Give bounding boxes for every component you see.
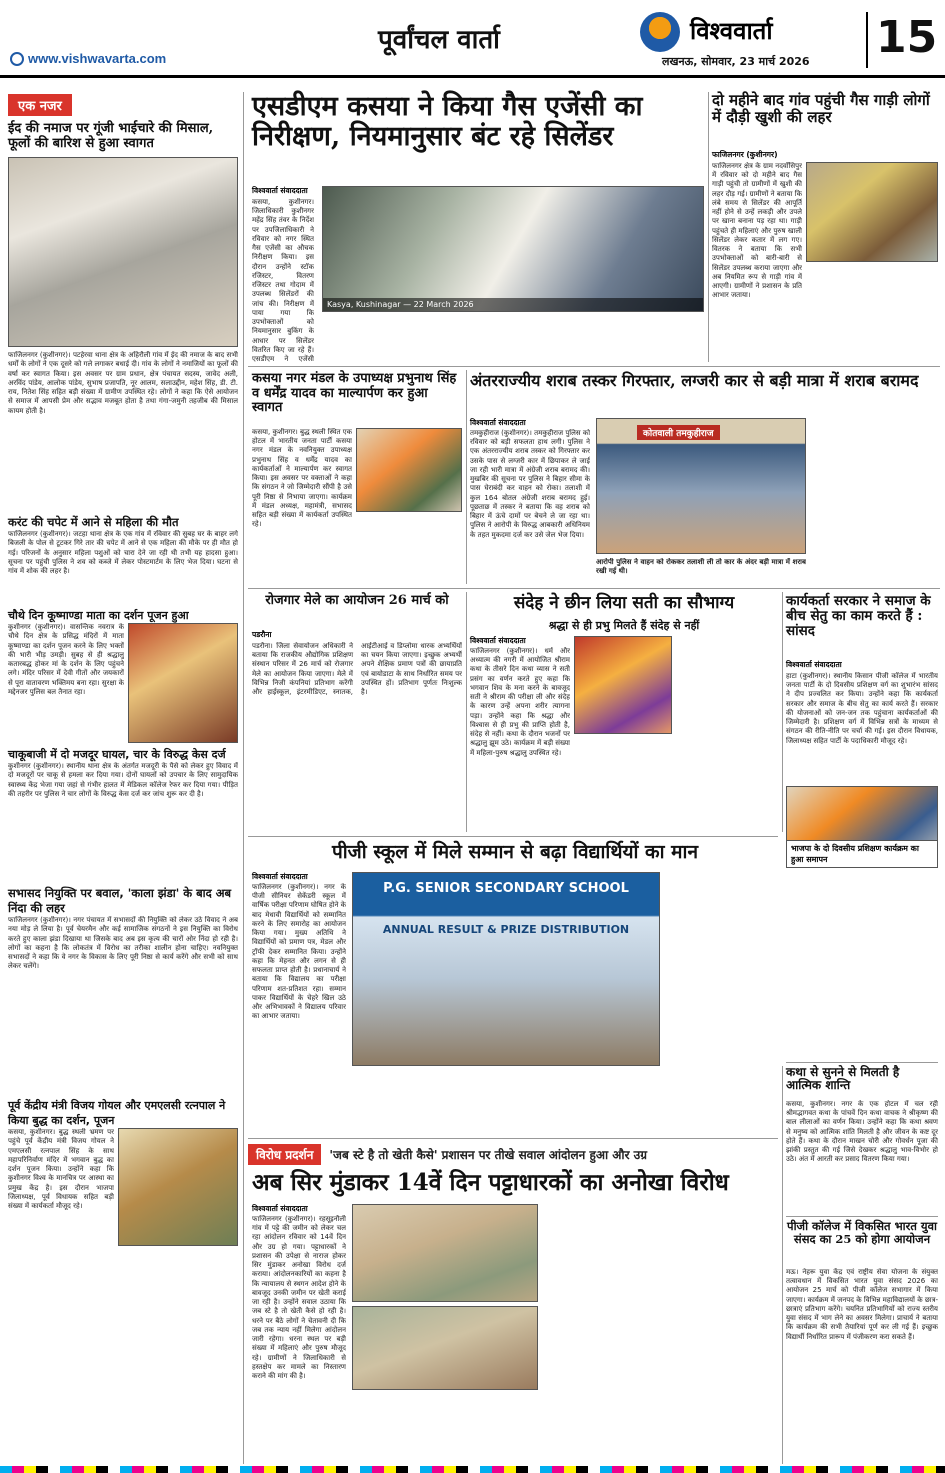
column-rule (782, 592, 783, 832)
sansad-body: हाटा (कुशीनगर)। स्थानीय किसान पीजी कॉलेज में भारतीय जनता पार्टी के दो दिवसीय प्रशिक्षण वर्ग का शुभारंभ सांसद ने दीप प्रज्वलित कर किया। उन्होंने कहा कि कार्यकर्ता सरकार और समाज के बीच सेतु का कार्य करते हैं। सरकार की योजनाओं को जन-जन तक पहुंचाना कार्यकर्ताओं की जिम्मेदारी है। प्रशिक्षण वर्ग में विभिन्न सत्रों के माध्यम से संगठन की रीति-नीति पर चर्चा की गई। इस दौरान विधायक, जिलाध्यक्ष सहित पार्टी के पदाधिकारी मौजूद रहे। (786, 672, 938, 745)
gas-truck-photo (806, 162, 938, 262)
katha-headline: कथा से सुनने से मिलती है आत्मिक शान्ति (786, 1065, 900, 1093)
sati-headline: संदेह ने छीन लिया सती का सौभाग्य (513, 593, 735, 613)
rojgar-headline: रोजगार मेले का आयोजन 26 मार्च को (265, 593, 449, 608)
brief-body-3: कुशीनगर (कुशीनगर)। स्थानीय थाना क्षेत्र के अंतर्गत मजदूरी के पैसे को लेकर हुए विवाद में दो मजदूरों पर चाकू से हमला कर दिया गया। दोनों घायलों को उपचार के लिए सामुदायिक स्वास्थ्य केंद्र भेजा गया जहां से गंभीर हालत में मेडिकल कॉलेज रेफर कर दिया गया। पीड़ित की तहरीर पर पुलिस ने चार लोगों के विरुद्ध केस दर्ज कर जांच शुरू कर दी है। (8, 762, 238, 798)
gas-body: फाजिलनगर क्षेत्र के ग्राम नदवाँसिपुर में रविवार को दो महीने बाद गैस गाड़ी पहुंची तो ग्रामीणों में खुशी की लहर दौड़ गई। ग्रामीणों ने बताया कि लंबे समय से सिलेंडर की आपूर्ति नहीं होने से उन्हें लकड़ी और उपले पर खाना बनाना पड़ रहा था। गाड़ी पहुंचते ही महिलाएं और पुरुष खाली सिलेंडर लेकर कतार में लग गए। वितरक ने बताया कि सभी उपभोक्ताओं को बारी-बारी से सिलेंडर उपलब्ध कराया जाएगा और अब नियमित रूप से गाड़ी गांव में आएगी। ग्रामीणों ने प्रशासन के प्रति आभार जताया। (712, 162, 802, 300)
protest-kicker: विरोध प्रदर्शन (248, 1144, 321, 1165)
school-headline: पीजी स्कूल में मिले सम्मान से बढ़ा विद्यार्थियों का मान (331, 841, 699, 863)
liquor-body-cont (812, 418, 938, 584)
lead-photo (322, 186, 704, 312)
brief-title-2: चौथे दिन कूष्माण्डा माता का दर्शन पूजन हुआ (8, 609, 189, 623)
sansad-headline: कार्यकर्ता सरकार ने समाज के बीच सेतु का काम करते हैं : सांसद (786, 593, 931, 640)
column-rule (708, 92, 709, 362)
liquor-story (470, 418, 938, 584)
section-title: पूर्वांचल वार्ता (378, 25, 500, 55)
lead-brief-title: ईद की नमाज पर गूंजी भाईचारे की मिसाल, फूलों की बारिश से हुआ स्वागत (8, 121, 214, 151)
ek-nazar-column (8, 94, 238, 1464)
sati-body: फाजिलनगर (कुशीनगर)। धर्म और अध्यात्म की नगरी में आयोजित श्रीराम कथा के तीसरे दिन कथा व्यास ने सती प्रसंग का वर्णन करते हुए कहा कि भगवान शिव के मना करने के बावजूद सती ने श्रीराम की परीक्षा ली और संदेह के कारण उन्हें अपना शरीर त्यागना पड़ा। उन्होंने कहा कि श्रद्धा और विश्वास से ही प्रभु की प्राप्ति होती है, संदेह से नहीं। कथा के दौरान भजनों पर श्रद्धालु झूम उठे। कार्यक्रम में बड़ी संख्या में महिला-पुरुष श्रद्धालु उपस्थित रहे। (470, 647, 570, 757)
school-byline: विश्ववार्ता संवाददाता (252, 872, 308, 881)
sansad-body-cont (786, 872, 938, 1062)
sansad-photo (786, 786, 938, 868)
brief-title-3: चाकूबाजी में दो मजदूर घायल, चार के विरुद्ध केस दर्ज (8, 748, 226, 762)
protest-headline: अब सिर मुंडाकर 14वें दिन पट्टाधारकों का अनोखा विरोध (252, 1169, 729, 1196)
protest-photo-1 (352, 1204, 538, 1302)
eid-photo (8, 157, 238, 347)
college-story (786, 1268, 938, 1464)
sansad-photo-caption: भाजपा के दो दिवसीय प्रशिक्षण कार्यक्रम का हुआ समापन (787, 840, 937, 867)
protest-byline: विश्ववार्ता संवाददाता (252, 1204, 308, 1213)
sansad-byline: विश्ववार्ता संवाददाता (786, 660, 842, 669)
school-body-cont (352, 1070, 660, 1134)
protest-photo-2 (352, 1306, 538, 1390)
section-rule (248, 588, 940, 589)
dateline: लखनऊ, सोमवार, 23 मार्च 2026 (662, 55, 810, 68)
brief-body-4: फाजिलनगर (कुशीनगर)। नगर पंचायत में सभासदों की नियुक्ति को लेकर उठे विवाद ने अब नया मोड़ ले लिया है। पूर्व चेयरमैन और कई सामाजिक संगठनों ने इस नियुक्ति का विरोध करते हुए काला झंडा दिखाया था जिसके बाद अब इस कृत्य की चारों ओर निंदा हो रही है। लोगों का कहना है कि लोकतंत्र में विरोध का तरीका शालीन होना चाहिए। नवनियुक्त सभासदों ने कहा कि वे नगर के विकास के लिए पूरी निष्ठा से कार्य करेंगे और सभी को साथ लेकर चलेंगे। (8, 916, 238, 971)
school-body: फाजिलनगर (कुशीनगर)। नगर के पीजी सीनियर सेकेंडरी स्कूल में वार्षिक परीक्षा परिणाम घोषित होने के बाद मेधावी विद्यार्थियों को सम्मानित करने के लिए समारोह का आयोजन किया गया। मुख्य अतिथि ने विद्यार्थियों को प्रमाण पत्र, मेडल और ट्रॉफी देकर सम्मानित किया। उन्होंने कहा कि मेहनत और लगन से ही सफलता प्राप्त होती है। प्रधानाचार्य ने बताया कि विद्यालय का परीक्षा परिणाम शत-प्रतिशत रहा। सम्मान पाकर विद्यार्थियों के चेहरे खिल उठे और अभिभावकों ने विद्यालय परिवार का आभार जताया। (252, 883, 346, 1021)
section-rule (248, 1138, 778, 1139)
brand-logo-icon (640, 12, 680, 52)
mandal-headline: कसया नगर मंडल के उपाध्यक्ष प्रभुनाथ सिंह व धर्मेंद्र यादव का माल्यार्पण कर हुआ स्वागत (252, 371, 457, 416)
section-rule (248, 836, 778, 837)
college-headline: पीजी कॉलेज में विकसित भारत युवा संसद का 25 को होगा आयोजन (787, 1219, 937, 1246)
sati-body-cont (676, 636, 778, 832)
lead-headline: एसडीएम कसया ने किया गैस एजेंसी का निरीक्षण, नियमानुसार बंट रहे सिलेंडर (252, 91, 643, 153)
brand-name: विश्ववार्ता (690, 16, 773, 45)
rojgar-body: पडरौना। जिला सेवायोजन अधिकारी ने बताया कि राजकीय औद्योगिक प्रशिक्षण संस्थान परिसर में 26 मार्च को रोजगार मेले का आयोजन किया जाएगा। मेले में विभिन्न निजी कंपनियां प्रतिभाग करेंगी और हाईस्कूल, इंटरमीडिएट, स्नातक, आईटीआई व डिप्लोमा धारक अभ्यर्थियों का चयन किया जाएगा। इच्छुक अभ्यर्थी अपने शैक्षिक प्रमाण पत्रों की छायाप्रति एवं बायोडाटा के साथ निर्धारित समय पर उपस्थित हों। प्रतिभाग पूर्णतः निःशुल्क है। (252, 642, 462, 697)
section-rule (786, 1216, 938, 1217)
buddha-visit-photo (118, 1128, 238, 1246)
gas-byline: फाजिलनगर (कुशीनगर) (712, 150, 778, 159)
brief-title-1: करंट की चपेट में आने से महिला की मौत (8, 515, 179, 530)
temple-photo (128, 623, 238, 743)
column-rule (466, 370, 467, 584)
column-rule (782, 1066, 783, 1464)
brief-body-1: फाजिलनगर (कुशीनगर)। जटहा थाना क्षेत्र के एक गांव में रविवार की सुबह घर के बाहर लगे बिजली के पोल से टूटकर गिरे तार की चपेट में आने से एक महिला की मौके पर ही मौत हो गई। परिजनों के अनुसार महिला पशुओं को चारा देने जा रही थी तभी यह हादसा हुआ। सूचना पर पहुंची पुलिस ने शव को कब्जे में लेकर पोस्टमार्टम के लिए भेज दिया। घटना से गांव में शोक की लहर है। (8, 530, 238, 576)
protest-kicker-bar (248, 1142, 778, 1166)
section-rule (248, 366, 940, 367)
liquor-body: तमकुहीराज (कुशीनगर)। तमकुहीराज पुलिस को रविवार को बड़ी सफलता हाथ लगी। पुलिस ने एक अंतरराज्यीय शराब तस्कर को गिरफ्तार कर उसके पास से लग्जरी कार में छिपाकर ले जाई जा रही भारी मात्रा में अंग्रेजी शराब बरामद की। मुखबिर की सूचना पर पुलिस ने बिहार सीमा के पास घेराबंदी कर वाहन को रोका। तलाशी में कुल 164 बोतल अंग्रेजी शराब बरामद हुई। पूछताछ में तस्कर ने बताया कि वह शराब को बिहार में ऊंचे दामों पर बेचने ले जा रहा था। पुलिस ने आरोपी के विरुद्ध आबकारी अधिनियम के तहत मुकदमा दर्ज कर उसे जेल भेज दिया। (470, 429, 590, 539)
sati-photo (574, 636, 672, 734)
katha-body: कसया, कुशीनगर। नगर के एक होटल में चल रही श्रीमद्भागवत कथा के पांचवें दिन कथा वाचक ने श्रीकृष्ण की बाल लीलाओं का वर्णन किया। उन्होंने कहा कि कथा श्रवण से मनुष्य को आत्मिक शांति मिलती है और जीवन के कष्ट दूर होते हैं। कथा के दौरान माखन चोरी और गोवर्धन पूजा की झांकी प्रस्तुत की गई जिसे देखकर श्रद्धालु भाव-विभोर हो उठे। अंत में आरती कर प्रसाद वितरण किया गया। (786, 1100, 938, 1164)
lead-story (252, 186, 704, 362)
masthead (0, 0, 945, 78)
liquor-headline: अंतरराज्यीय शराब तस्कर गिरफ्तार, लग्जरी कार से बड़ी मात्रा में शराब बरामद (470, 371, 919, 390)
lead-brief-body: फाजिलनगर (कुशीनगर)। पटहेरवा थाना क्षेत्र के अहिरौली गांव में ईद की नमाज के बाद सभी धर्मों के लोगों ने एक दूसरे को गले लगाकर बधाई दी। गांव के लोगों ने नमाजियों का फूलों की वर्षा कर स्वागत किया। इस अवसर पर ग्राम प्रधान, क्षेत्र पंचायत सदस्य, जावेद अली, अरविंद पांडेय, आलोक पांडेय, सुभाष प्रजापति, नूर आलम, सलाउद्दीन, महेश सिंह, डी. टी. राय, नितेश सिंह सहित बड़ी संख्या में ग्रामीण उपस्थित रहे। लोगों ने कहा कि ऐसे आयोजन से समाज में आपसी प्रेम और सद्भाव मजबूत होता है तथा गंगा-जमुनी तहजीब की मिसाल कायम होती है। (8, 351, 238, 415)
school-banner-sub: ANNUAL RESULT & PRIZE DISTRIBUTION (382, 923, 630, 936)
protest-body: फाजिलनगर (कुशीनगर)। रहसूइनौली गांव में पट्टे की जमीन को लेकर चल रहा आंदोलन रविवार को 14वें दिन और उग्र हो गया। पट्टाधारकों ने प्रशासन की उपेक्षा से नाराज होकर सिर मुंडाकर अनोखा विरोध दर्ज कराया। आंदोलनकारियों का कहना है कि न्यायालय से स्थगन आदेश होने के बावजूद उनकी जमीन पर खेती कराई जा रही है। उन्होंने सवाल उठाया कि जब स्टे है तो खेती कैसे हो रही है। धरने पर बैठे लोगों ने चेतावनी दी कि जब तक न्याय नहीं मिलेगा आंदोलन जारी रहेगा। धरना स्थल पर बड़ी संख्या में महिलाएं और पुरुष मौजूद रहे। ग्रामीणों ने जिलाधिकारी से हस्तक्षेप कर मामले का निस्तारण कराने की मांग की है। (252, 1215, 346, 1380)
liquor-photo-caption: आरोपी पुलिस ने वाहन को रोककर तलाशी ली तो कार के अंदर बड़ी मात्रा में शराब रखी गई थी। (596, 558, 806, 576)
section-rule (786, 1062, 938, 1063)
globe-icon (10, 52, 24, 66)
brief-body-5: कसया, कुशीनगर। बुद्ध स्थली भ्रमण पर पहुंचे पूर्व केंद्रीय मंत्री विजय गोयल ने एमएलसी रत्नपाल सिंह के साथ महापरिनिर्वाण मंदिर में भगवान बुद्ध का दर्शन पूजन किया। उन्होंने कहा कि कुशीनगर विश्व के मानचित्र पर आस्था का प्रमुख केंद्र है। इस दौरान भाजपा जिलाध्यक्ष, पूर्व विधायक सहित बड़ी संख्या में कार्यकर्ता मौजूद रहे। (8, 1128, 114, 1210)
brief-body-2: कुशीनगर (कुशीनगर)। वासन्तिक नवरात्र के चौथे दिन क्षेत्र के प्रसिद्ध मंदिरों में माता कूष्माण्डा का दर्शन पूजन करने के लिए भक्तों की भारी भीड़ उमड़ी। सुबह से ही श्रद्धालु कतारबद्ध होकर मां के दर्शन के लिए पहुंचने लगे। मंदिर परिसर में देवी गीतों और जयकारों से पूरा वातावरण भक्तिमय बना रहा। सुरक्षा के मद्देनजर पुलिस बल तैनात रहा। (8, 623, 124, 696)
lead-photo-caption: Kasya, Kushinagar — 22 March 2026 (323, 298, 703, 311)
brief-title-4: सभासद नियुक्ति पर बवाल, 'काला झंडा' के बाद अब निंदा की लहर (8, 886, 232, 916)
ek-nazar-label: एक नजर (8, 94, 72, 116)
page-number: 15 (876, 12, 938, 63)
katha-story (786, 1100, 938, 1212)
sati-byline: विश्ववार्ता संवाददाता (470, 636, 526, 645)
rojgar-story (252, 630, 462, 830)
school-photo (352, 872, 660, 1066)
brief-title-5: पूर्व केंद्रीय मंत्री विजय गोयल और एमएलसी रत्नपाल ने किया बुद्ध का दर्शन, पूजन (8, 1099, 226, 1128)
sati-story (470, 636, 778, 832)
college-body: मऊ। नेहरू युवा केंद्र एवं राष्ट्रीय सेवा योजना के संयुक्त तत्वावधान में विकसित भारत युवा संसद 2026 का आयोजन 25 मार्च को पीजी कॉलेज सभागार में किया जाएगा। कार्यक्रम में जनपद के विभिन्न महाविद्यालयों के छात्र-छात्राएं प्रतिभाग करेंगे। चयनित प्रतिभागियों को राज्य स्तरीय युवा संसद में भाग लेने का अवसर मिलेगा। प्राचार्य ने बताया कि कार्यक्रम की सभी तैयारियां पूर्ण कर ली गई हैं। इच्छुक विद्यार्थी निर्धारित प्रारूप में पंजीकरण करा सकते हैं। (786, 1268, 938, 1341)
mandal-body: कसया, कुशीनगर। बुद्ध स्थली स्थित एक होटल में भारतीय जनता पार्टी कसया नगर मंडल के नवनियुक्त उपाध्यक्ष प्रभुनाथ सिंह व धर्मेंद्र यादव का कार्यकर्ताओं ने माल्यार्पण कर स्वागत किया। इस अवसर पर वक्ताओं ने कहा कि संगठन ने जो जिम्मेदारी सौंपी है उसे पूरी निष्ठा से निभाया जाएगा। कार्यक्रम में मंडल अध्यक्ष, महामंत्री, सभासद सहित बड़ी संख्या में कार्यकर्ता उपस्थित रहे। (252, 428, 352, 529)
protest-story (252, 1204, 778, 1464)
column-rule (243, 92, 244, 1464)
school-banner-title: P.G. SENIOR SECONDARY SCHOOL (383, 881, 629, 896)
protest-kicker-quote: 'जब स्टे है तो खेती कैसे' प्रशासन पर तीखे सवाल आंदोलन हुआ और उग्र (329, 1147, 648, 1162)
website-url[interactable]: www.vishwavarta.com (28, 51, 167, 66)
lead-body: कसया, कुशीनगर। जिलाधिकारी कुशीनगर महेंद्र सिंह तंवर के निर्देश पर उपजिलाधिकारी ने रविवार को नगर स्थित गैस एजेंसी का औचक निरीक्षण किया। इस दौरान उन्होंने स्टॉक रजिस्टर, वितरण रजिस्टर तथा गोदाम में उपलब्ध सिलेंडरों की जांच की। निरीक्षण में पाया गया कि उपभोक्ताओं को नियमानुसार बुकिंग के आधार पर सिलेंडर वितरित किए जा रहे हैं। एसडीएम ने एजेंसी (252, 198, 314, 362)
sati-subhead: श्रद्धा से ही प्रभु मिलते हैं संदेह से नहीं (548, 619, 700, 632)
mandal-story (252, 428, 462, 582)
print-color-strip (0, 1466, 945, 1473)
protest-body-cont (544, 1204, 778, 1464)
school-body-side (666, 872, 778, 1134)
liquor-byline: विश्ववार्ता संवाददाता (470, 418, 526, 427)
gas-headline: दो महीने बाद गांव पहुंची गैस गाड़ी लोगों में दौड़ी खुशी की लहर (712, 91, 930, 126)
mandal-photo (356, 428, 462, 512)
gas-story (712, 150, 938, 362)
page-number-divider (866, 12, 868, 68)
lead-byline: विश्ववार्ता संवाददाता (252, 186, 308, 195)
police-station-sign: कोतवाली तमकुहीराज (637, 425, 720, 440)
lead-body-cont (322, 316, 704, 362)
column-rule (466, 592, 467, 832)
liquor-photo (596, 418, 806, 554)
sansad-story (786, 660, 938, 1060)
school-story (252, 872, 778, 1134)
rojgar-byline: पडरौना (252, 630, 272, 639)
